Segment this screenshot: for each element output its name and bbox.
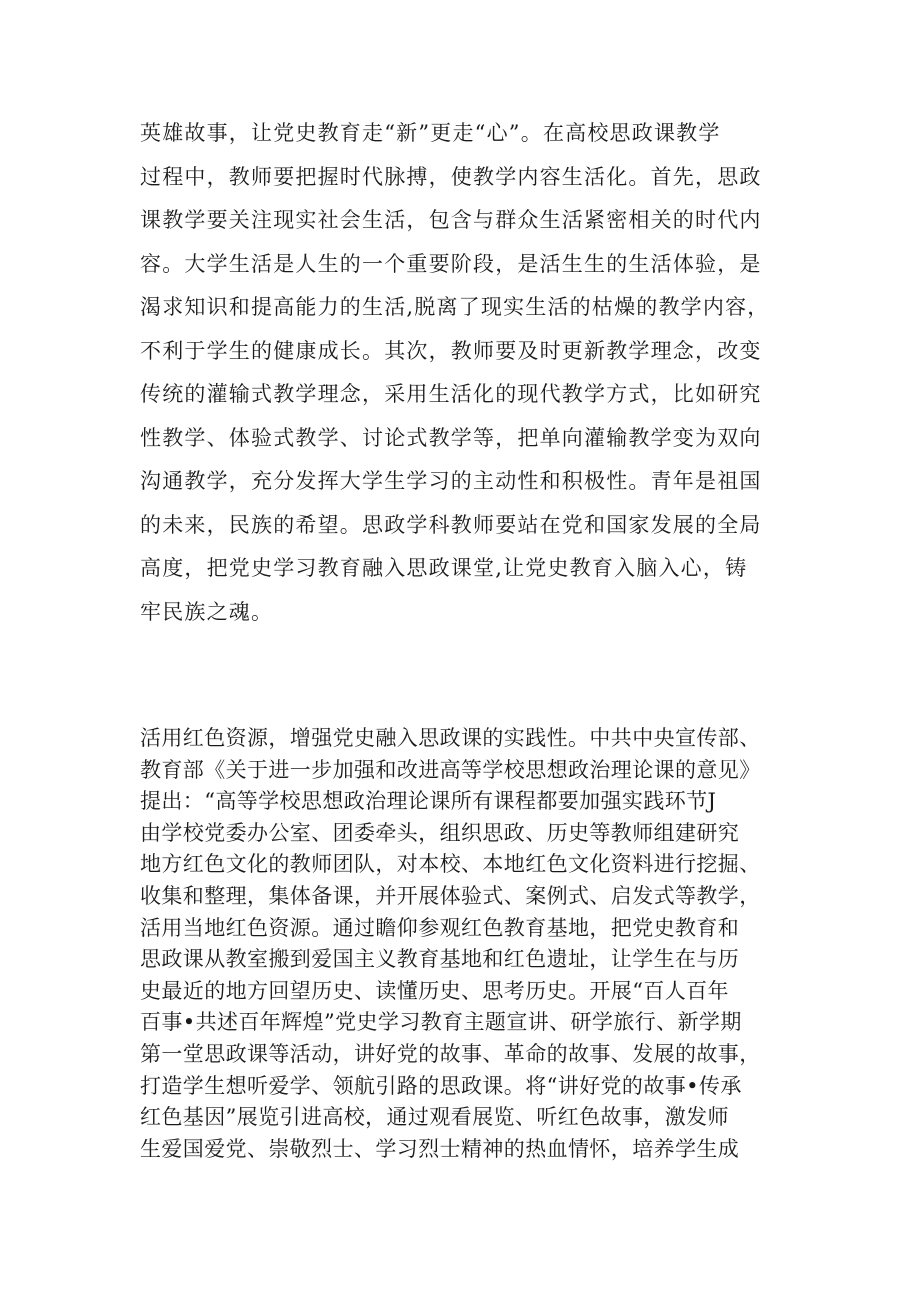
text-line: 性教学、体验式教学、讨论式教学等，把单向灌输教学变为双向 xyxy=(140,425,762,450)
text-line: 不利于学生的健康成长。其次，教师要及时更新教学理念，改变 xyxy=(140,338,762,363)
text-line: 的未来，民族的希望。思政学科教师要站在党和国家发展的全局 xyxy=(140,512,762,537)
paragraph-2 xyxy=(140,723,790,1165)
text-line: 打造学生想听爱学、领航引路的思政课。将“讲好党的故事•传承 xyxy=(140,1073,742,1098)
text-line: 收集和整理，集体备课，并开展体验式、案例式、启发式等教学， xyxy=(140,883,761,908)
paragraph-1 xyxy=(140,112,785,634)
text-line: 红色基因”展览引进高校，通过观看展览、听红色故事，激发师 xyxy=(140,1105,729,1130)
text-line: 活用红色资源，增强党史融入思政课的实践性。中共中央宣传部、 xyxy=(140,726,761,750)
text-line: 生爱国爱党、崇敬烈士、学习烈士精神的热血情怀，培养学生成 xyxy=(140,1136,740,1161)
text-line: 高度，把党史学习教育融入思政课堂,让党史教育入脑入心，铸 xyxy=(140,556,748,580)
text-line: 渴求知识和提高能力的生活,脱离了现实生活的枯燥的教学内容， xyxy=(140,295,770,319)
text-line: 教育部《关于进一步加强和改进高等学校思想政治理论课的意见》 xyxy=(140,757,761,782)
text-line: 地方红色文化的教师团队，对本校、本地红色文化资料进行挖掘、 xyxy=(140,852,761,877)
text-line: 百事•共述百年辉煌”党史学习教育主题宣讲、研学旅行、新学期 xyxy=(140,1010,742,1035)
text-line: 容。大学生活是人生的一个重要阶段，是活生生的生活体验，是 xyxy=(140,251,762,276)
text-line: 牢民族之魂。 xyxy=(140,599,274,624)
text-line: 传统的灌输式教学理念，采用生活化的现代教学方式，比如研究 xyxy=(140,382,762,406)
text-line: 活用当地红色资源。通过瞻仰参观红色教育基地，把党史教育和 xyxy=(140,915,740,940)
text-line: 课教学要关注现实社会生活，包含与群众生活紧密相关的时代内 xyxy=(140,208,762,232)
text-line: 提出：“高等学校思想政治理论课所有课程都要加强实践环节J xyxy=(140,789,717,814)
text-line: 由学校党委办公室、团委牵头，组织思政、历史等教师组建研究 xyxy=(140,820,740,845)
text-line: 过程中，教师要把握时代脉搏，使教学内容生活化。首先，思政 xyxy=(140,164,762,189)
text-line: 沟通教学，充分发挥大学生学习的主动性和积极性。青年是祖国 xyxy=(140,469,762,493)
text-line: 第一堂思政课等活动，讲好党的故事、革命的故事、发展的故事， xyxy=(140,1041,761,1066)
text-line: 英雄故事，让党史教育走“新”更走“心”。在高校思政课教学 xyxy=(140,121,721,145)
text-line: 思政课从教室搬到爱国主义教育基地和红色遗址，让学生在与历 xyxy=(140,947,740,972)
text-line: 史最近的地方回望历史、读懂历史、思考历史。开展“百人百年 xyxy=(140,978,729,1003)
